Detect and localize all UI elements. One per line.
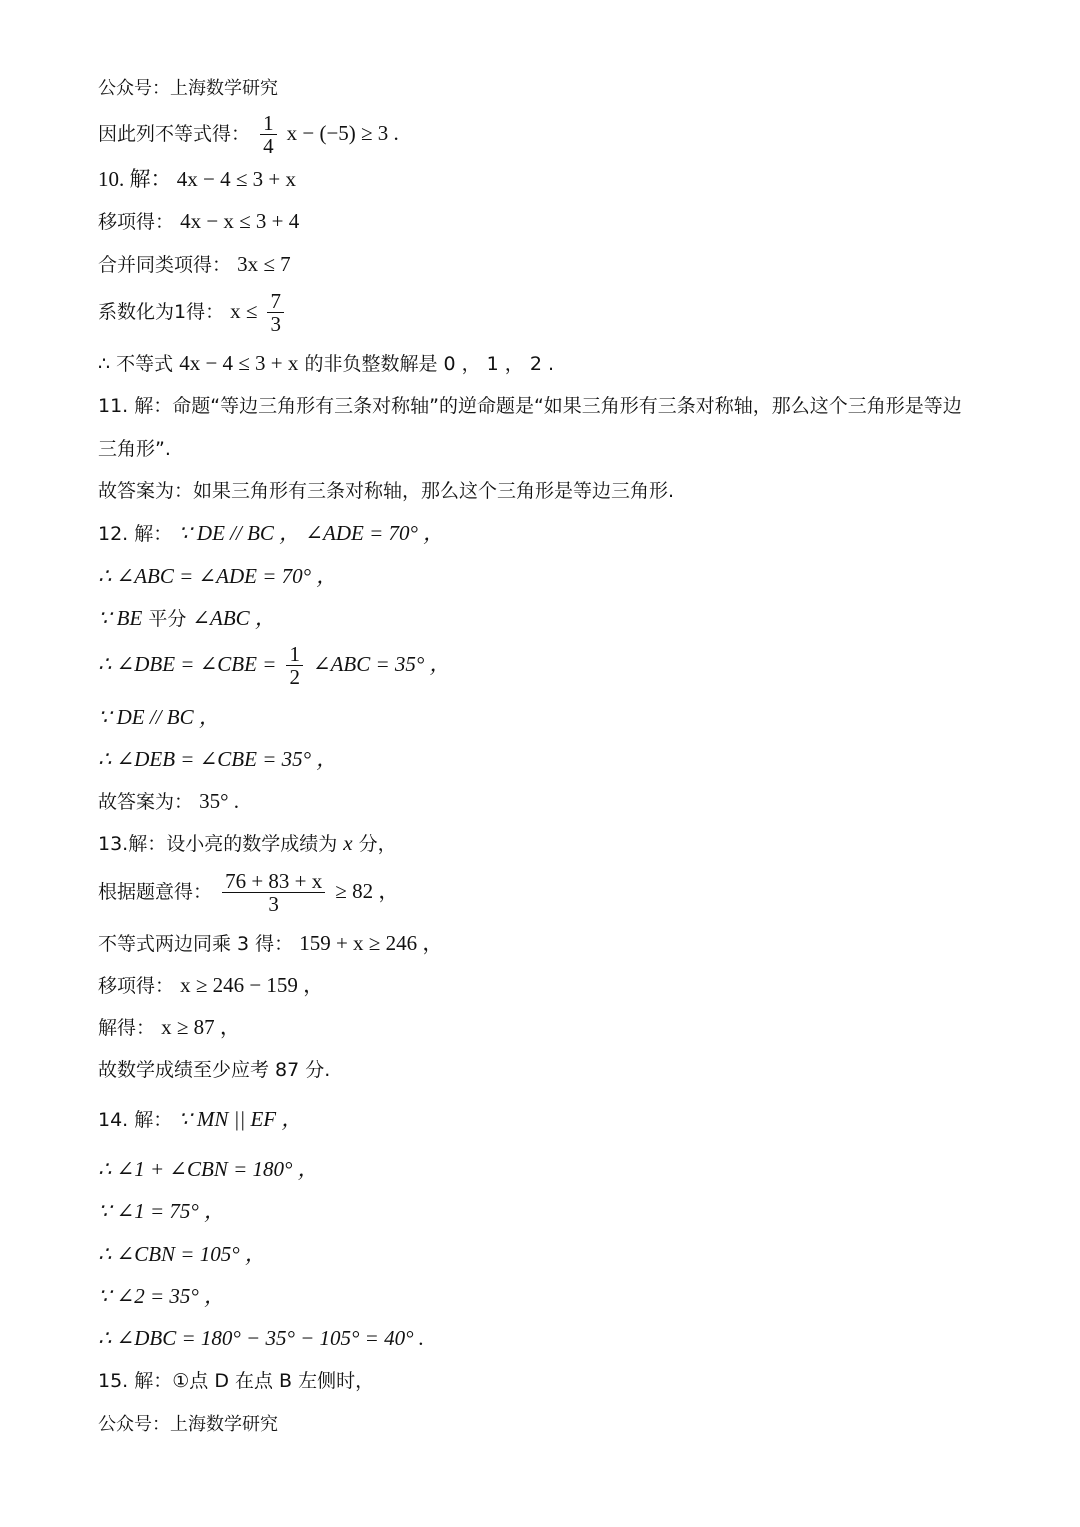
- fraction: [286, 643, 303, 688]
- line-q13-answer: [98, 1059, 330, 1081]
- text: 移项得：: [98, 975, 175, 997]
- line-q14-answer: [98, 1327, 424, 1350]
- fraction-numerator: 7: [267, 290, 284, 313]
- page-footer: [98, 1414, 278, 1436]
- line-q12-step3: [98, 643, 451, 688]
- text: 因此列不等式得：: [98, 123, 251, 145]
- math-expression: ∵ MN || EF ，: [178, 1107, 303, 1131]
- line-q13-step2: [98, 932, 443, 955]
- text: ∴ 不等式: [98, 353, 174, 375]
- math-expression: 4x − 4 ≤ 3 + x: [179, 351, 299, 375]
- text: 三角形”.: [98, 438, 171, 460]
- line-q15-start: [98, 1370, 374, 1392]
- text: 分，: [358, 833, 397, 855]
- text: 不等式两边同乘 3 得：: [98, 933, 294, 955]
- line-q14-step2: [98, 1200, 225, 1223]
- math-expression: ∴ ∠DBC = 180° − 35° − 105° = 40° .: [98, 1326, 424, 1350]
- math-expression: ∴ ∠1 + ∠CBN = 180° ，: [98, 1157, 319, 1181]
- fraction-numerator: 1: [286, 643, 303, 666]
- math-expression: 3x ≤ 7: [237, 252, 291, 276]
- line-q12-step4: [98, 706, 220, 729]
- header-text: 公众号：上海数学研究: [98, 78, 278, 99]
- line-q10-step1: [98, 210, 299, 233]
- math-expression: ∴ ∠DEB = ∠CBE = 35° ，: [98, 747, 338, 771]
- line-inequality-setup: [98, 112, 399, 157]
- line-q12-answer: [98, 790, 239, 813]
- text: 11. 解：命题“等边三角形有三条对称轴”的逆命题是“如果三角形有三条对称轴，那么这个三角形是等边: [98, 395, 962, 417]
- math-expression: ∴ ∠CBN = 105° ，: [98, 1242, 266, 1266]
- footer-text: 公众号：上海数学研究: [98, 1414, 278, 1435]
- text: 15. 解：①点 D 在点 B 左侧时，: [98, 1370, 375, 1392]
- fraction: [267, 290, 284, 335]
- math-expression: ∴ ∠ABC = ∠ADE = 70° ，: [98, 564, 338, 588]
- text: 的非负整数解是 0 ， 1 ， 2 .: [304, 353, 554, 375]
- text: 系数化为1得：: [98, 301, 225, 323]
- fraction-numerator: 1: [260, 112, 277, 135]
- line-q11-answer: [98, 480, 674, 502]
- line-q13-step4: [98, 1016, 241, 1039]
- fraction-numerator: 76 + 83 + x: [222, 870, 325, 893]
- math-expression: ∵ ∠2 = 35° ，: [98, 1284, 226, 1308]
- math-expression: 159 + x ≥ 246 ，: [299, 931, 444, 955]
- fraction: [260, 112, 277, 157]
- text: 故数学成绩至少应考 87 分.: [98, 1059, 331, 1081]
- line-q10-start: [98, 168, 296, 191]
- fraction: [222, 870, 325, 915]
- line-q12-step2: [98, 607, 276, 630]
- math-expression: x: [343, 831, 353, 855]
- math-expression: ∴ ∠DBE = ∠CBE =: [98, 652, 277, 676]
- math-expression: 4x − x ≤ 3 + 4: [180, 209, 300, 233]
- line-q14-step4: [98, 1285, 225, 1308]
- fraction-denominator: 4: [263, 134, 274, 158]
- math-expression: ∵ ∠1 = 75° ，: [98, 1199, 226, 1223]
- math-expression: x ≥ 87 ，: [161, 1015, 241, 1039]
- line-q11-start: [98, 395, 962, 417]
- line-q11-continued: [98, 438, 171, 460]
- math-expression: ∵ DE // BC ，: [98, 705, 220, 729]
- fraction-denominator: 2: [289, 665, 300, 689]
- line-q14-step3: [98, 1243, 266, 1266]
- text: 平分: [148, 608, 187, 630]
- text: 14. 解：: [98, 1109, 173, 1131]
- page-header: [98, 78, 278, 100]
- line-q12-start: [98, 522, 444, 545]
- math-expression: x ≤: [230, 299, 258, 323]
- math-expression: ∵ DE // BC ， ∠ADE = 70° ，: [178, 521, 445, 545]
- text: 12. 解：: [98, 523, 173, 545]
- line-q13-start: [98, 832, 397, 855]
- text: 根据题意得：: [98, 881, 213, 903]
- q10-heading: 10. 解： 4x − 4 ≤ 3 + x: [98, 167, 296, 191]
- math-expression: ∵ BE: [98, 606, 143, 630]
- line-q12-step5: [98, 748, 337, 771]
- text: 合并同类项得：: [98, 254, 232, 276]
- math-expression: x − (−5) ≥ 3 .: [286, 121, 399, 145]
- line-q10-step2: [98, 253, 291, 276]
- line-q14-step1: [98, 1158, 319, 1181]
- text: 移项得：: [98, 211, 175, 233]
- math-expression: ≥ 82 ，: [335, 879, 400, 903]
- line-q13-step1: [98, 870, 399, 915]
- math-expression: x ≥ 246 − 159 ，: [180, 973, 325, 997]
- text: 故答案为：如果三角形有三条对称轴，那么这个三角形是等边三角形.: [98, 480, 675, 502]
- text: 解得：: [98, 1017, 156, 1039]
- line-q10-conclusion: [98, 352, 554, 375]
- math-expression: ∠ABC = 35° ，: [312, 652, 451, 676]
- line-q12-step1: [98, 565, 337, 588]
- line-q10-step3: [98, 290, 288, 335]
- fraction-denominator: 3: [270, 312, 281, 336]
- fraction-denominator: 3: [268, 892, 279, 916]
- line-q14-start: [98, 1108, 302, 1131]
- math-expression: ∠ABC ，: [192, 606, 276, 630]
- text: 13.解：设小亮的数学成绩为: [98, 833, 338, 855]
- line-q13-step3: [98, 974, 324, 997]
- text: 故答案为：: [98, 791, 194, 813]
- math-expression: 35° .: [199, 789, 239, 813]
